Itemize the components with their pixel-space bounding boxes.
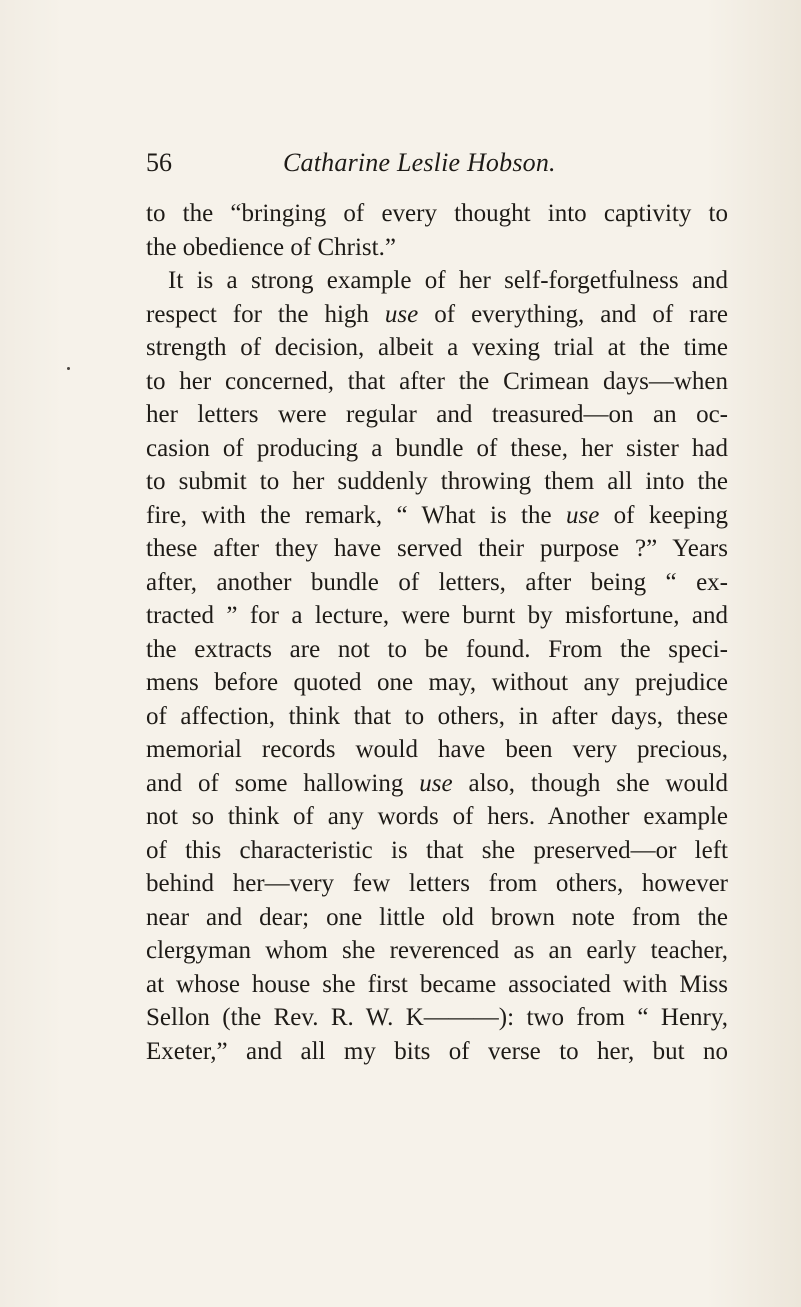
page-header [146,143,726,183]
text-line: after, another bundle of letters, after being “ ex- [146,568,728,596]
text-line [146,298,728,332]
text-line: to the “bringing of every thought into captivity to [146,200,728,227]
text-line: her letters were regular and treasured—on an oc- [146,401,728,428]
text-span: fire, with the remark, “ What is the [146,501,566,529]
text-span: of everything, and of rare [418,300,728,328]
text-line: tracted ” for a lecture, were burnt by misfortune, and [146,602,728,629]
text-line: at whose house she first became associated with Miss [146,970,728,998]
italic-word: use [565,501,600,529]
text-line: not so think of any words of hers. Another example [146,803,728,830]
body-text [146,197,728,1068]
running-title: Catharine Leslie Hobson. [283,148,556,177]
text-line: the obedience of Christ.” [146,233,396,261]
text-line: memorial records would have been very precious, [146,736,728,763]
text-line: It is a strong example of her self-forgetfulness and [168,267,728,294]
text-span: respect for the high [146,300,385,328]
text-line: clergyman whom she reverenced as an early teacher, [146,937,728,964]
text-line: Exeter,” and all my bits of verse to her, but no [146,1037,728,1065]
text-line: the extracts are not to be found. From the speci- [146,635,728,663]
italic-word: use [384,300,419,328]
text-line: casion of producing a bundle of these, her sister had [146,434,728,462]
text-line [146,499,728,533]
text-line: behind her—very few letters from others, however [146,870,728,897]
text-line: strength of decision, albeit a vexing trial at the time [146,334,728,361]
italic-word: use [419,769,453,797]
margin-speck [67,367,70,370]
text-line: of affection, think that to others, in after days, these [146,702,728,730]
text-span: of keeping [599,501,728,529]
text-line [146,767,728,801]
text-line: to submit to her suddenly throwing them all into the [146,468,728,495]
text-line: near and dear; one little old brown note from the [146,903,728,931]
text-span: also, though she would [452,769,728,797]
text-line: Sellon (the Rev. R. W. K———): two from “ Henry, [146,1004,728,1031]
text-line: mens before quoted one may, without any prejudice [146,669,728,696]
text-line: to her concerned, that after the Crimean days—when [146,367,728,395]
text-line: of this characteristic is that she preserved—or left [146,836,728,864]
text-line: these after they have served their purpose ?” Years [146,535,728,562]
text-span: and of some hallowing [146,769,420,797]
page-number: 56 [146,148,172,177]
